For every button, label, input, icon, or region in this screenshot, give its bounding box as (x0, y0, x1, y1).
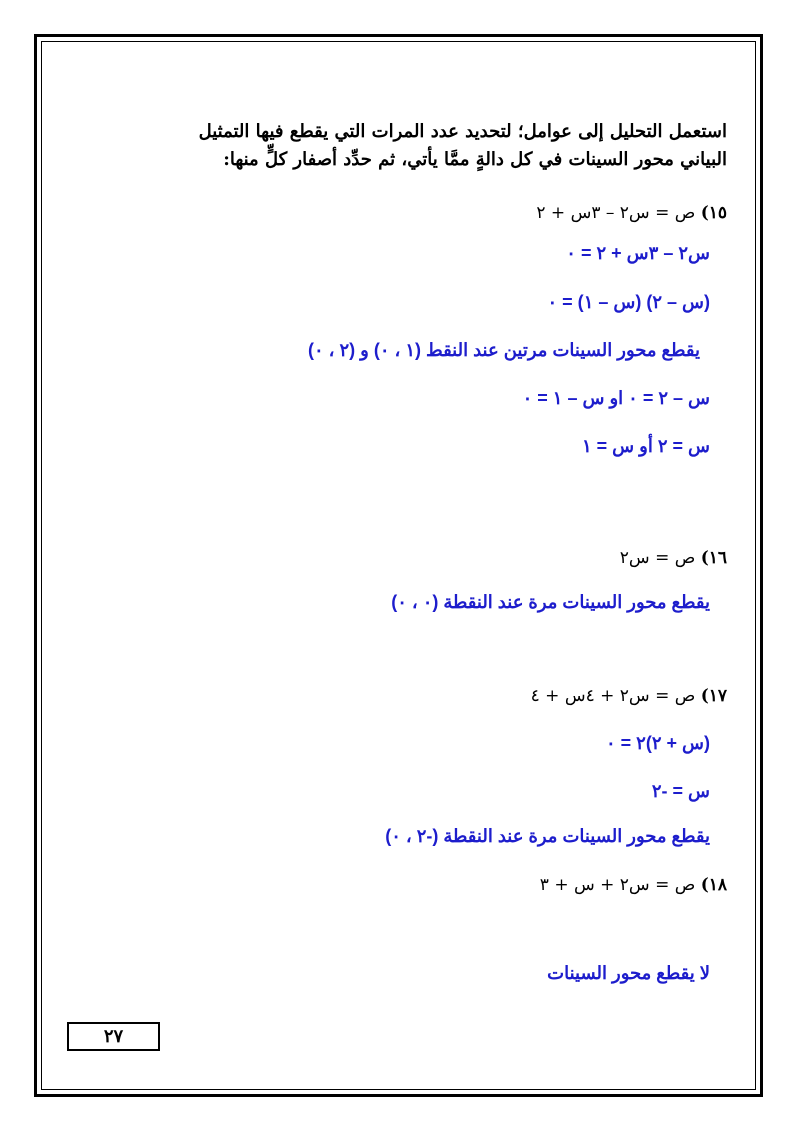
problem-17-step-1: (س + ٢)٢ = ٠ (605, 733, 710, 753)
problem-15-equation: ص = س٢ – ٣س + ٢ (536, 203, 696, 223)
problem-17-step-2: س = -٢ (651, 781, 710, 801)
problem-16 (620, 548, 727, 568)
instructions-text: استعمل التحليل إلى عوامل؛ لتحديد عدد المرات التي يقطع فيها التمثيل البياني محور السينات في كل دالةٍ ممَّا يأتي، ثم حدِّد أصفار كلٍّ منها: (198, 121, 727, 170)
problem-16-result: يقطع محور السينات مرة عند النقطة (٠ ، ٠) (391, 592, 710, 612)
problem-18-result: لا يقطع محور السينات (547, 963, 710, 983)
problem-18 (540, 875, 727, 895)
problem-15-step-3: س – ٢ = ٠ او س – ١ = ٠ (522, 388, 710, 408)
problem-15 (536, 203, 727, 223)
problem-18-equation: ص = س٢ + س + ٣ (539, 875, 696, 895)
problem-17-equation: ص = س٢ + ٤س + ٤ (530, 686, 696, 706)
problem-16-equation: ص = س٢ (619, 548, 696, 568)
problem-17-result: يقطع محور السينات مرة عند النقطة (-٢ ، ٠) (385, 826, 710, 846)
problem-15-step-4: س = ٢ أو س = ١ (581, 436, 710, 456)
problem-16-number: ١٦) (700, 548, 727, 568)
problem-17 (531, 686, 727, 706)
problem-17-number: ١٧) (700, 686, 727, 706)
problem-15-result: يقطع محور السينات مرتين عند النقط (١ ، ٠) و (٢ ، ٠) (308, 340, 700, 360)
problem-15-number: ١٥) (700, 203, 727, 223)
page-number: ٢٧ (67, 1022, 160, 1051)
problem-15-step-1: س٢ – ٣س + ٢ = ٠ (566, 243, 710, 263)
problem-15-step-2: (س – ٢) (س – ١) = ٠ (547, 292, 710, 312)
problem-18-number: ١٨) (700, 875, 727, 895)
